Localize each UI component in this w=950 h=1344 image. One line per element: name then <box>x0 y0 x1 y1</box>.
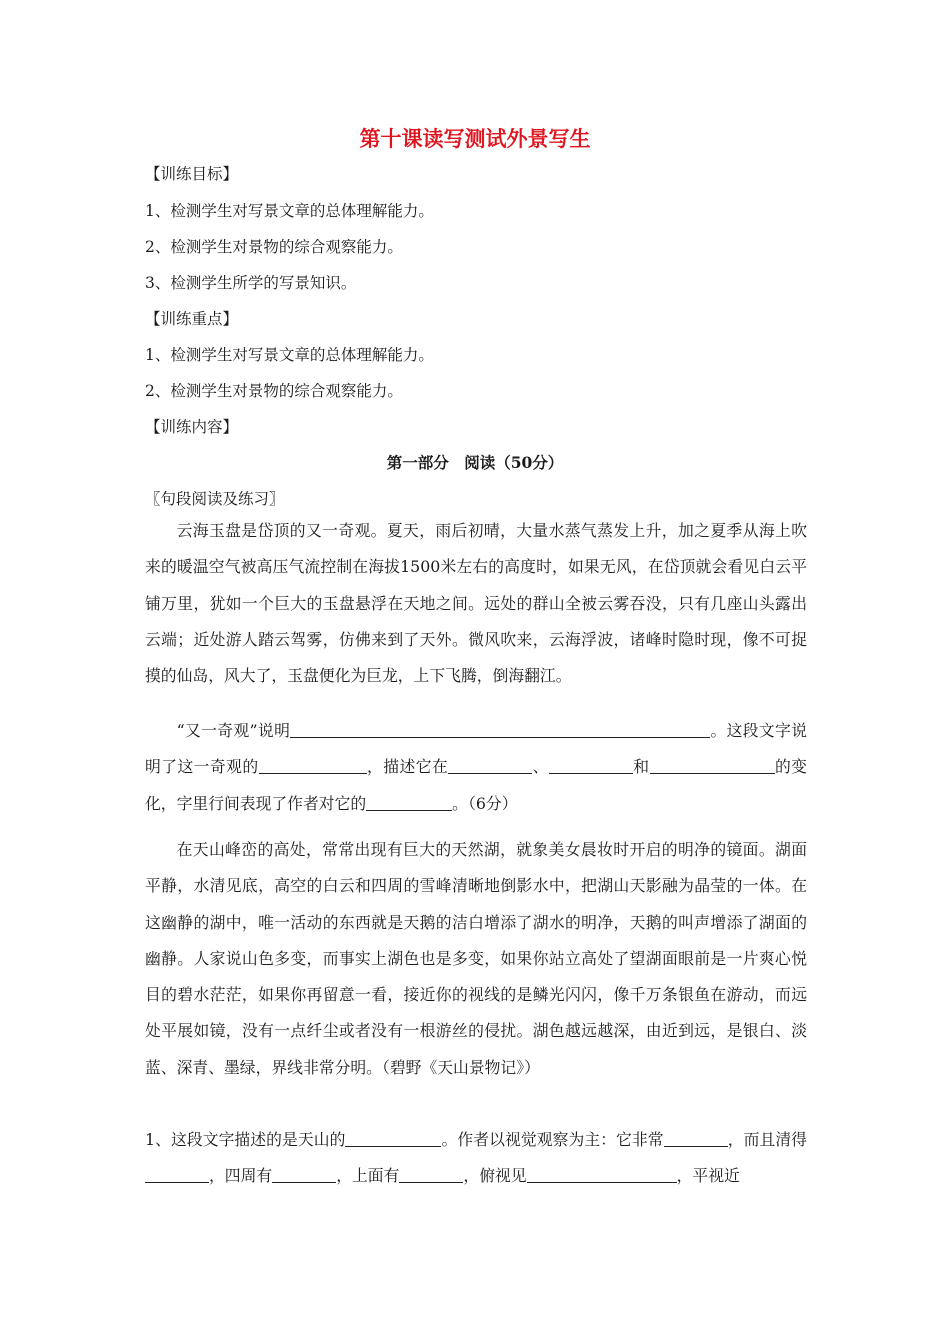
q2-text-5: ，上面有 <box>336 1166 400 1186</box>
reading-passage-1: 云海玉盘是岱顶的又一奇观。夏天，雨后初晴，大量水蒸气蒸发上升，加之夏季从海上吹来的暖温空气被高压气流控制在海拔1500米左右的高度时，如果无风，在岱顶就会看见白云平铺万里，犹如一个巨大的玉盘悬浮在天地之间。远处的群山全被云雾吞没，只有几座山头露出云端；近处游人踏云驾雾，仿佛来到了天外。微风吹来，云海浮波，诸峰时隐时现，像不可捉摸的仙岛，风大了，玉盘便化为巨龙，上下飞腾，倒海翻江。 <box>145 521 807 686</box>
q1-text-6: 的变化，字里行间表现了作者对它的 <box>145 757 807 813</box>
q1-text-4: 、 <box>532 757 549 777</box>
answer-blank[interactable] <box>448 758 532 775</box>
subsection-heading: 〖句段阅读及练习〗 <box>145 490 285 508</box>
answer-blank[interactable] <box>549 758 633 775</box>
focus-heading: 【训练重点】 <box>145 310 239 328</box>
objective-item-1: 1、检测学生对写景文章的总体理解能力。 <box>145 202 434 220</box>
q1-text-1: “又一奇观”说明 <box>176 721 291 740</box>
answer-blank[interactable] <box>527 1167 677 1184</box>
objectives-heading: 【训练目标】 <box>145 165 239 183</box>
answer-blank[interactable] <box>145 1167 209 1184</box>
q2-text-4: ，四周有 <box>209 1166 273 1186</box>
reading-passage-2: 在天山峰峦的高处，常常出现有巨大的天然湖，就象美女晨妆时开启的明净的镜面。湖面平静，水清见底，高空的白云和四周的雪峰清晰地倒影水中，把湖山天影融为晶莹的一体。在这幽静的湖中，唯一活动的东西就是天鹅的洁白增添了湖水的明净，天鹅的叫声增添了湖面的幽静。人家说山色多变，而事实上湖色也是多变，如果你站立高处了望湖面眼前是一片爽心悦目的碧水茫茫，如果你再留意一看，接近你的视线的是鳞光闪闪，像千万条银鱼在游动，而远处平展如镜，没有一点纤尘或者没有一根游丝的侵扰。湖色越远越深，由近到远，是银白、淡蓝、深青、墨绿，界线非常分明。（碧野《天山景物记》） <box>145 840 807 1077</box>
q2-text-2: 。作者以视觉观察为主：它非常 <box>441 1130 664 1149</box>
question-1 <box>145 713 807 822</box>
q1-text-3: ，描述它在 <box>366 757 449 777</box>
objective-item-2: 2、检测学生对景物的综合观察能力。 <box>145 238 403 256</box>
answer-blank[interactable] <box>366 794 452 811</box>
answer-blank[interactable] <box>664 1130 728 1147</box>
q2-text-7: ，平视近 <box>676 1166 740 1186</box>
part1-heading: 第一部分 阅读（50分） <box>386 453 564 472</box>
q1-text-2: 。这段文字说明了这一奇观的 <box>145 721 807 777</box>
content-heading: 【训练内容】 <box>145 418 239 436</box>
answer-blank[interactable] <box>345 1130 441 1147</box>
q2-text-1: 1、这段文字描述的是天山的 <box>145 1130 346 1149</box>
answer-blank[interactable] <box>259 758 367 775</box>
q2-text-3: ，而且清得 <box>727 1130 807 1149</box>
answer-blank[interactable] <box>650 758 775 775</box>
page-title: 第十课读写测试外景写生 <box>359 127 591 151</box>
answer-blank[interactable] <box>399 1167 463 1184</box>
answer-blank[interactable] <box>272 1167 336 1184</box>
answer-blank[interactable] <box>290 721 710 738</box>
objective-item-3: 3、检测学生所学的写景知识。 <box>145 274 357 292</box>
focus-item-2: 2、检测学生对景物的综合观察能力。 <box>145 382 403 400</box>
q1-text-7: 。（6分） <box>452 793 518 813</box>
focus-item-1: 1、检测学生对写景文章的总体理解能力。 <box>145 346 434 364</box>
q2-text-6: ，俯视见 <box>463 1166 527 1186</box>
question-2 <box>145 1122 807 1195</box>
q1-text-5: 和 <box>632 757 650 777</box>
